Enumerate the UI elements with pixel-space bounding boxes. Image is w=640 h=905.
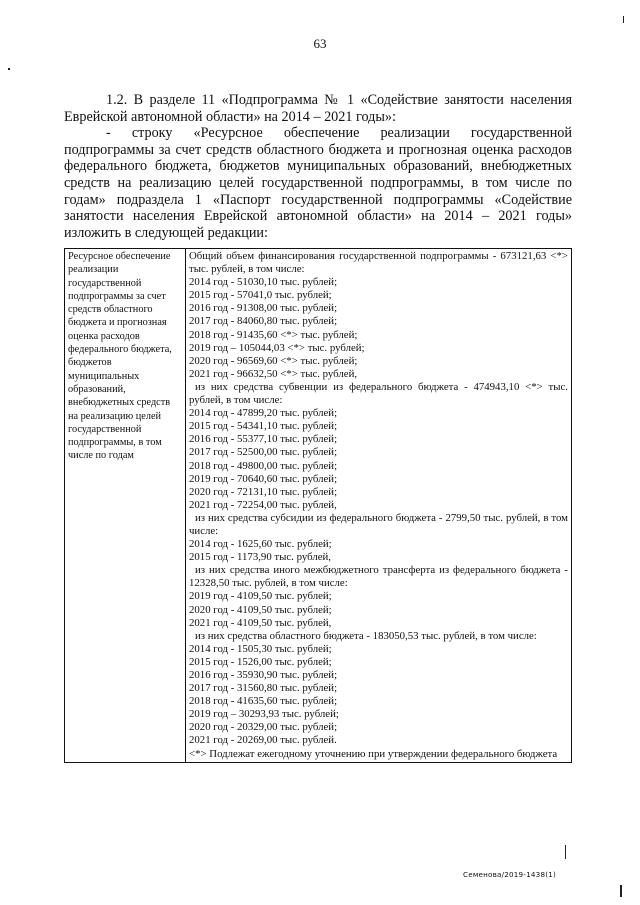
year-line: 2015 год - 54341,10 тыс. рублей; bbox=[189, 420, 338, 433]
regional-budget-years-list bbox=[189, 643, 568, 748]
transfer-header: из них средства иного межбюджетного трансферта из федерального бюджета - 12328,50 тыс. рублей, в том числе: bbox=[189, 564, 568, 590]
subvention-years-list bbox=[189, 407, 568, 512]
year-line: 2020 год - 96569,60 <*> тыс. рублей; bbox=[189, 354, 358, 367]
year-line: 2021 год - 20269,00 тыс. рублей. bbox=[189, 734, 337, 747]
total-years-list bbox=[189, 276, 568, 381]
year-line: 2017 год - 84060,80 тыс. рублей; bbox=[189, 315, 338, 328]
year-line: 2016 год - 35930,90 тыс. рублей; bbox=[189, 669, 338, 681]
total-header: Общий объем финансирования государственной подпрограммы - 673121,63 <*> тыс. рублей, в том числе: bbox=[189, 250, 568, 276]
year-line: 2018 год - 41635,60 тыс. рублей; bbox=[189, 695, 338, 708]
year-line: 2015 год - 1526,00 тыс. рублей; bbox=[189, 655, 332, 668]
year-line: 2019 год - 4109,50 тыс. рублей; bbox=[189, 590, 332, 603]
document-id: Семенова/2019-1438(1) bbox=[463, 870, 557, 879]
year-line: 2014 год - 1625,60 тыс. рублей; bbox=[189, 538, 332, 551]
resource-label-cell: Ресурсное обеспечение реализации государственной подпрограммы за счет средств областного бюджета и прогнозная оценка расходов федерального бюджета, бюджетов муниципальных образований, внебюджетных средств на реализацию целей государственной подпрограммы, в том числе по годам bbox=[65, 249, 186, 763]
year-line: 2017 год - 31560,80 тыс. рублей; bbox=[189, 682, 338, 695]
year-line: 2016 год - 91308,00 тыс. рублей; bbox=[189, 302, 338, 315]
year-line: 2018 год - 49800,00 тыс. рублей; bbox=[189, 459, 338, 472]
subvention-header: из них средства субвенции из федерального бюджета - 474943,10 <*> тыс. рублей, в том числе: bbox=[189, 380, 568, 407]
year-line: 2019 год – 30293,93 тыс. рублей; bbox=[189, 708, 339, 721]
intro-dash-paragraph: - строку «Ресурсное обеспечение реализации государственной подпрограммы за счет средств областного бюджета и прогнозная оценка расходов федерального бюджета, бюджетов муниципальных образований, внебюджетных средств на реализацию целей государственной подпрограммы, в том числе по годам» подраздела 1 «Паспорт государственной подпрограммы «Содействие занятости населения Еврейской автономной области» на 2014 – 2021 годы» изложить в следующей редакции: bbox=[64, 125, 572, 241]
intro-item-paragraph: 1.2. В разделе 11 «Подпрограмма № 1 «Содействие занятости населения Еврейской автономной области» на 2014 – 2021 годы»: bbox=[64, 92, 572, 125]
year-line: 2017 год - 52500,00 тыс. рублей; bbox=[189, 446, 338, 459]
year-line: 2021 год - 96632,50 <*> тыс. рублей, bbox=[189, 367, 358, 380]
scan-speck bbox=[623, 16, 624, 23]
year-line: 2021 год - 72254,00 тыс. рублей, bbox=[189, 498, 337, 511]
year-line: 2015 год - 57041,0 тыс. рублей; bbox=[189, 289, 332, 302]
transfer-years-list bbox=[189, 590, 568, 629]
year-line: 2014 год - 51030,10 тыс. рублей; bbox=[189, 276, 338, 289]
year-line: 2019 год – 105044,03 <*> тыс. рублей; bbox=[189, 341, 365, 354]
regional-budget-header: из них средства областного бюджета - 183050,53 тыс. рублей, в том числе: bbox=[195, 629, 537, 642]
year-line: 2020 год - 4109,50 тыс. рублей; bbox=[189, 603, 332, 616]
year-line: 2014 год - 47899,20 тыс. рублей; bbox=[189, 407, 338, 420]
subsidy-years-list bbox=[189, 538, 568, 564]
year-line: 2021 год - 4109,50 тыс. рублей, bbox=[189, 616, 332, 629]
intro-text bbox=[64, 92, 572, 241]
year-line: 2018 год - 91435,60 <*> тыс. рублей; bbox=[189, 328, 358, 341]
year-line: 2016 год - 55377,10 тыс. рублей; bbox=[189, 433, 338, 446]
table-row bbox=[65, 249, 572, 763]
resource-table bbox=[64, 248, 572, 763]
funding-cell bbox=[186, 249, 572, 763]
scan-speck bbox=[8, 68, 10, 70]
year-line: 2020 год - 20329,00 тыс. рублей; bbox=[189, 721, 338, 734]
year-line: 2014 год - 1505,30 тыс. рублей; bbox=[189, 642, 332, 655]
year-line: 2015 год - 1173,90 тыс. рублей, bbox=[189, 551, 331, 564]
scan-speck bbox=[620, 885, 622, 897]
year-line: 2020 год - 72131,10 тыс. рублей; bbox=[189, 485, 338, 498]
page-number: 63 bbox=[313, 36, 327, 51]
subsidy-header: из них средства субсидии из федерального бюджета - 2799,50 тыс. рублей, в том числе: bbox=[189, 511, 568, 537]
footnote: <*> Подлежат ежегодному уточнению при утверждении федерального бюджета bbox=[189, 747, 558, 760]
scan-speck bbox=[565, 845, 566, 859]
year-line: 2019 год - 70640,60 тыс. рублей; bbox=[189, 472, 338, 485]
